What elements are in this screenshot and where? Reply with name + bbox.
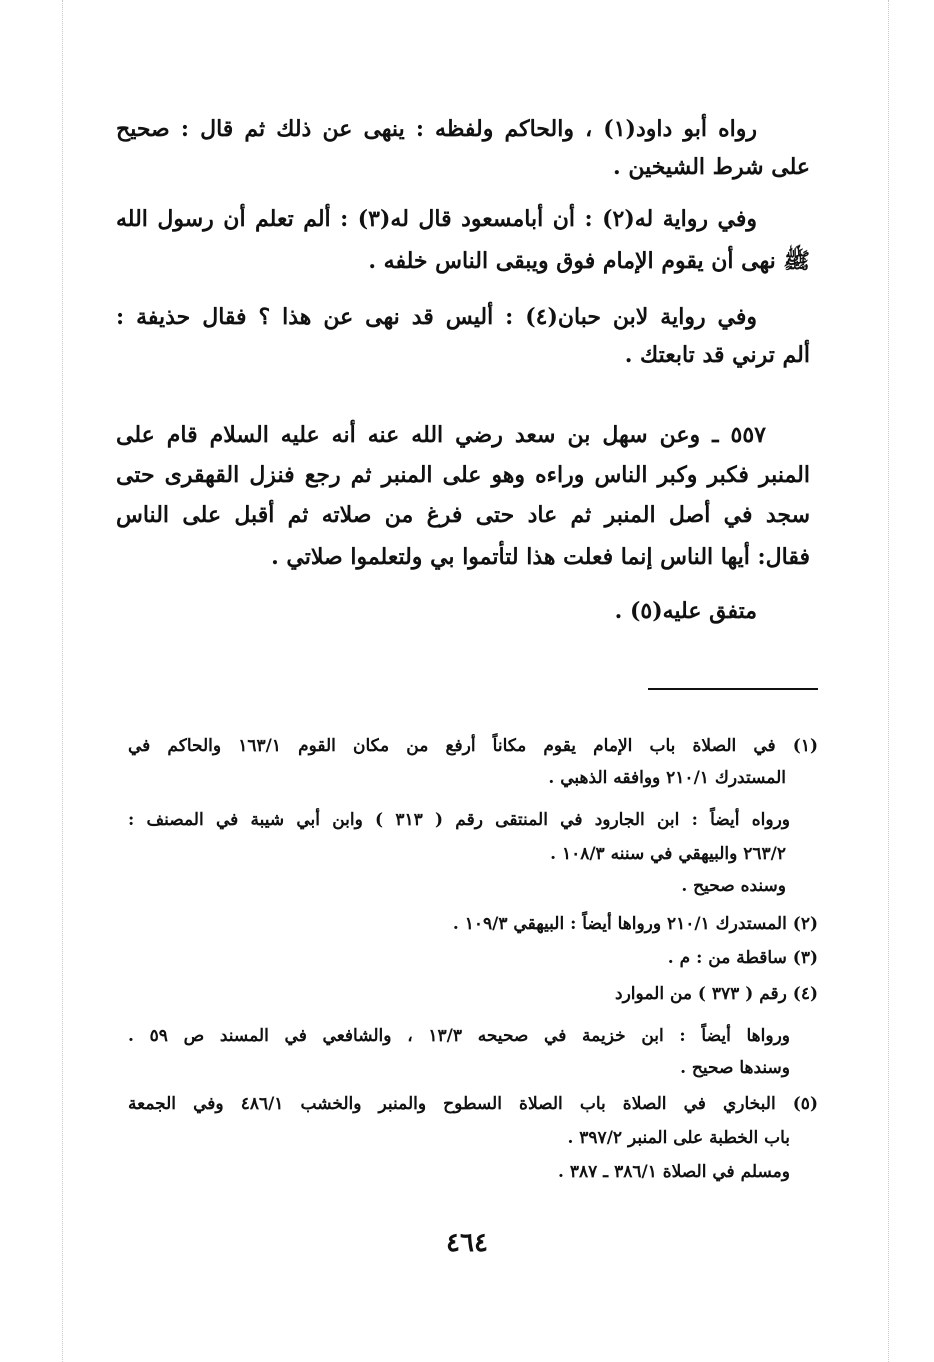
footnote-4-line-3: وسندها صحيح . [680, 1058, 790, 1078]
footnote-2: (٢) المستدرك ٢١٠/١ ورواها أيضاً : البيهقي ١٠٩/٣ . [452, 914, 818, 934]
scan-artifact-right [888, 0, 889, 1362]
text-line-p1-1: رواه أبو داود(١) ، والحاكم ولفظه : ينهى عن ذلك ثم قال : صحيح [116, 116, 758, 142]
hadith-557-line-3: سجد في أصل المنبر ثم عاد حتى فرغ من صلاته ثم أقبل على الناس [116, 502, 810, 528]
footnote-1-line-4: ٢٦٣/٢ والبيهقي في سننه ١٠٨/٣ . [550, 844, 786, 864]
hadith-557-line-2: المنبر فكبر وكبر الناس وراءه وهو على المنبر ثم رجع فنزل القهقرى حتى [116, 462, 810, 488]
hadith-557-line-1: ٥٥٧ ـ وعن سهل بن سعد رضي الله عنه أنه عليه السلام قام على [116, 422, 766, 448]
footnote-1-line-1: (١) في الصلاة باب الإمام يقوم مكاناً أرفع من مكان القوم ١٦٣/١ والحاكم في [128, 736, 818, 756]
scan-artifact-left [62, 0, 63, 1362]
text-line-p2-1: وفي رواية له(٢) : أن أبامسعود قال له(٣) : ألم تعلم أن رسول الله [116, 206, 757, 232]
page-number: ٤٦٤ [446, 1228, 488, 1258]
footnote-4-line-1: (٤) رقم ( ٣٧٣ ) من الموارد [615, 984, 818, 1004]
muttafaq-alayh: متفق عليه(٥) . [614, 598, 757, 624]
footnote-1-line-3: ورواه أيضاً : ابن الجارود في المنتقى رقم ( ٣١٣ ) وابن أبي شيبة في المصنف : [128, 810, 790, 830]
text-line-p3-1: وفي رواية لابن حبان(٤) : أليس قد نهى عن هذا ؟ فقال حذيفة : [116, 304, 757, 330]
footnote-1-line-5: وسنده صحيح . [681, 876, 786, 896]
text-line-p2-2: ﷺ نهى أن يقوم الإمام فوق ويبقى الناس خلفه . [368, 248, 810, 274]
text-line-p1-2: على شرط الشيخين . [613, 154, 810, 180]
text-line-p3-2: ألم ترني قد تابعتك . [624, 342, 810, 368]
footnote-1-line-2: المستدرك ٢١٠/١ ووافقه الذهبي . [548, 768, 786, 788]
footnote-3: (٣) ساقطة من : م . [667, 948, 818, 968]
footnote-4-line-2: ورواها أيضاً : ابن خزيمة في صحيحه ١٣/٣ ، والشافعي في المسند ص ٥٩ . [128, 1026, 790, 1046]
footnote-5-line-1: (٥) البخاري في الصلاة باب الصلاة السطوح والمنبر والخشب ٤٨٦/١ وفي الجمعة [128, 1094, 818, 1114]
hadith-557-line-4: فقال: أيها الناس إنما فعلت هذا لتأتموا بي ولتعلموا صلاتي . [271, 544, 810, 570]
footnote-5-line-3: ومسلم في الصلاة ٣٨٦/١ ـ ٣٨٧ . [558, 1162, 790, 1182]
footnote-divider [648, 688, 818, 690]
footnote-5-line-2: باب الخطبة على المنبر ٣٩٧/٢ . [567, 1128, 790, 1148]
